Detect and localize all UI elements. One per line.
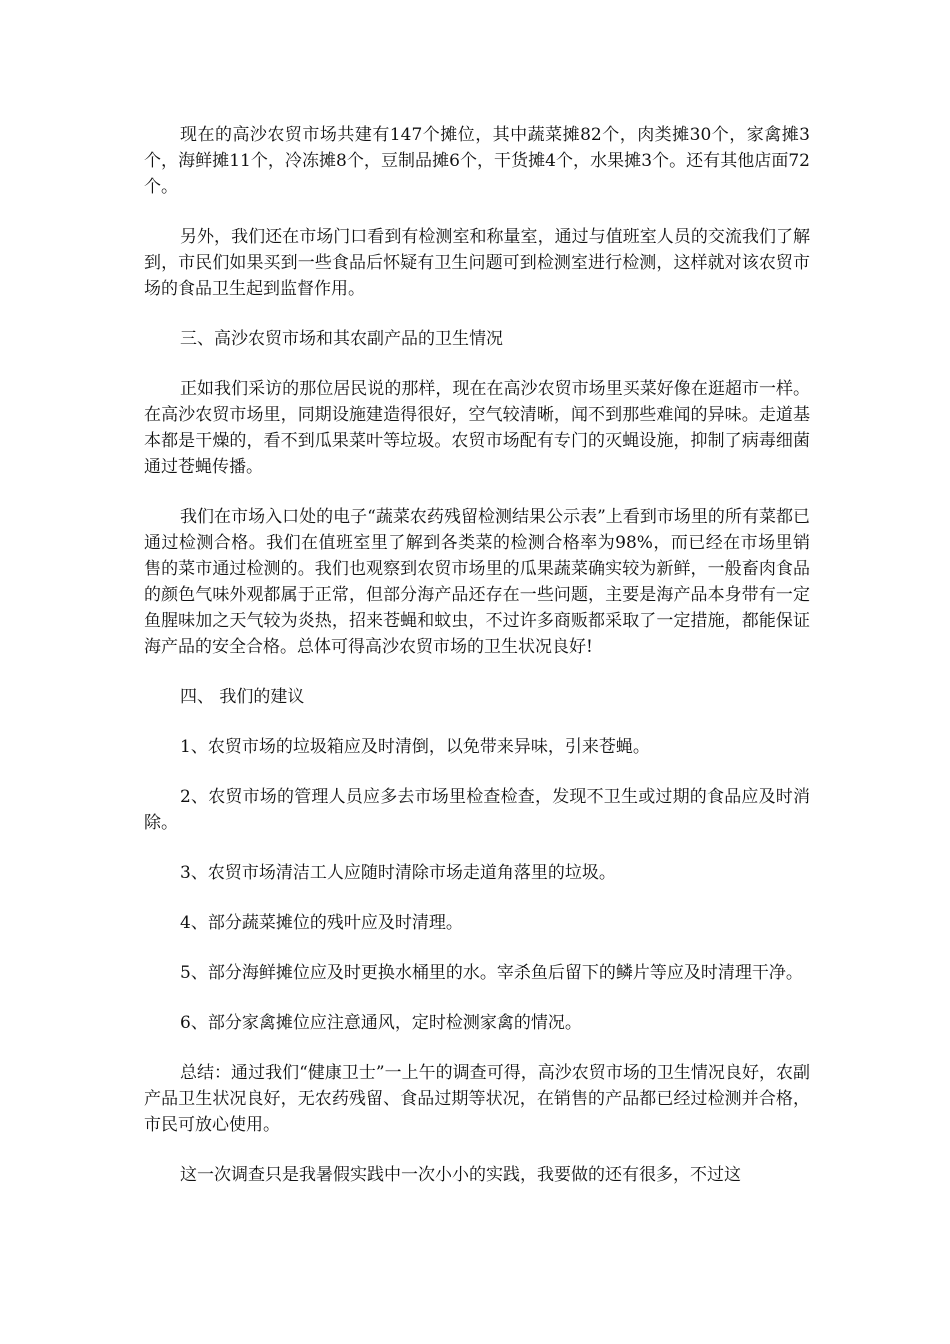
suggestion-item-1: 1、农贸市场的垃圾箱应及时清倒，以免带来异味，引来苍蝇。 [180,737,650,757]
document-body [144,122,810,1212]
suggestion-item-4: 4、部分蔬菜摊位的残叶应及时清理。 [180,913,463,933]
suggestion-item-6: 6、部分家禽摊位应注意通风，定时检测家禽的情况。 [180,1013,582,1033]
paragraph-stall-count: 现在的高沙农贸市场共建有147个摊位，其中蔬菜摊82个，肉类摊30个，家禽摊3个，海鲜摊11个，冷冻摊8个，豆制品摊6个，干货摊4个，水果摊3个。还有其他店面72个。 [144,125,810,197]
paragraph-summary: 总结：通过我们“健康卫士”一上午的调查可得，高沙农贸市场的卫生情况良好，农副产品卫生状况良好，无农药残留、食品过期等状况，在销售的产品都已经过检测并合格，市民可放心使用。 [144,1063,810,1135]
section-heading-suggestions: 四、 我们的建议 [180,687,305,707]
paragraph-inspection-room: 另外，我们还在市场门口看到有检测室和称量室，通过与值班室人员的交流我们了解到，市民们如果买到一些食品后怀疑有卫生问题可到检测室进行检测，这样就对该农贸市场的食品卫生起到监督作用。 [144,227,810,299]
paragraph-pesticide-test: 我们在市场入口处的电子“蔬菜农药残留检测结果公示表”上看到市场里的所有菜都已通过检测合格。我们在值班室里了解到各类菜的检测合格率为98%，而已经在市场里销售的菜市通过检测的。我们也观察到农贸市场里的瓜果蔬菜确实较为新鲜，一般畜肉食品的颜色气味外观都属于正常，但部分海产品还存在一些问题，主要是海产品本身带有一定鱼腥味加之天气较为炎热，招来苍蝇和蚊虫，不过许多商贩都采取了一定措施，都能保证海产品的安全合格。总体可得高沙农贸市场的卫生状况良好! [144,507,810,657]
suggestion-item-5: 5、部分海鲜摊位应及时更换水桶里的水。宰杀鱼后留下的鳞片等应及时清理干净。 [180,963,803,983]
suggestion-item-3: 3、农贸市场清洁工人应随时清除市场走道角落里的垃圾。 [180,863,616,883]
suggestion-item-2: 2、农贸市场的管理人员应多去市场里检查检查，发现不卫生或过期的食品应及时消除。 [144,787,810,833]
paragraph-market-cleanliness: 正如我们采访的那位居民说的那样，现在在高沙农贸市场里买菜好像在逛超市一样。在高沙农贸市场里，同期设施建造得很好，空气较清晰，闻不到那些难闻的异味。走道基本都是干燥的，看不到瓜果菜叶等垃圾。农贸市场配有专门的灭蝇设施，抑制了病毒细菌通过苍蝇传播。 [144,379,810,477]
paragraph-closing: 这一次调查只是我暑假实践中一次小小的实践，我要做的还有很多，不过这 [180,1165,741,1185]
section-heading-hygiene: 三、高沙农贸市场和其农副产品的卫生情况 [180,329,503,349]
